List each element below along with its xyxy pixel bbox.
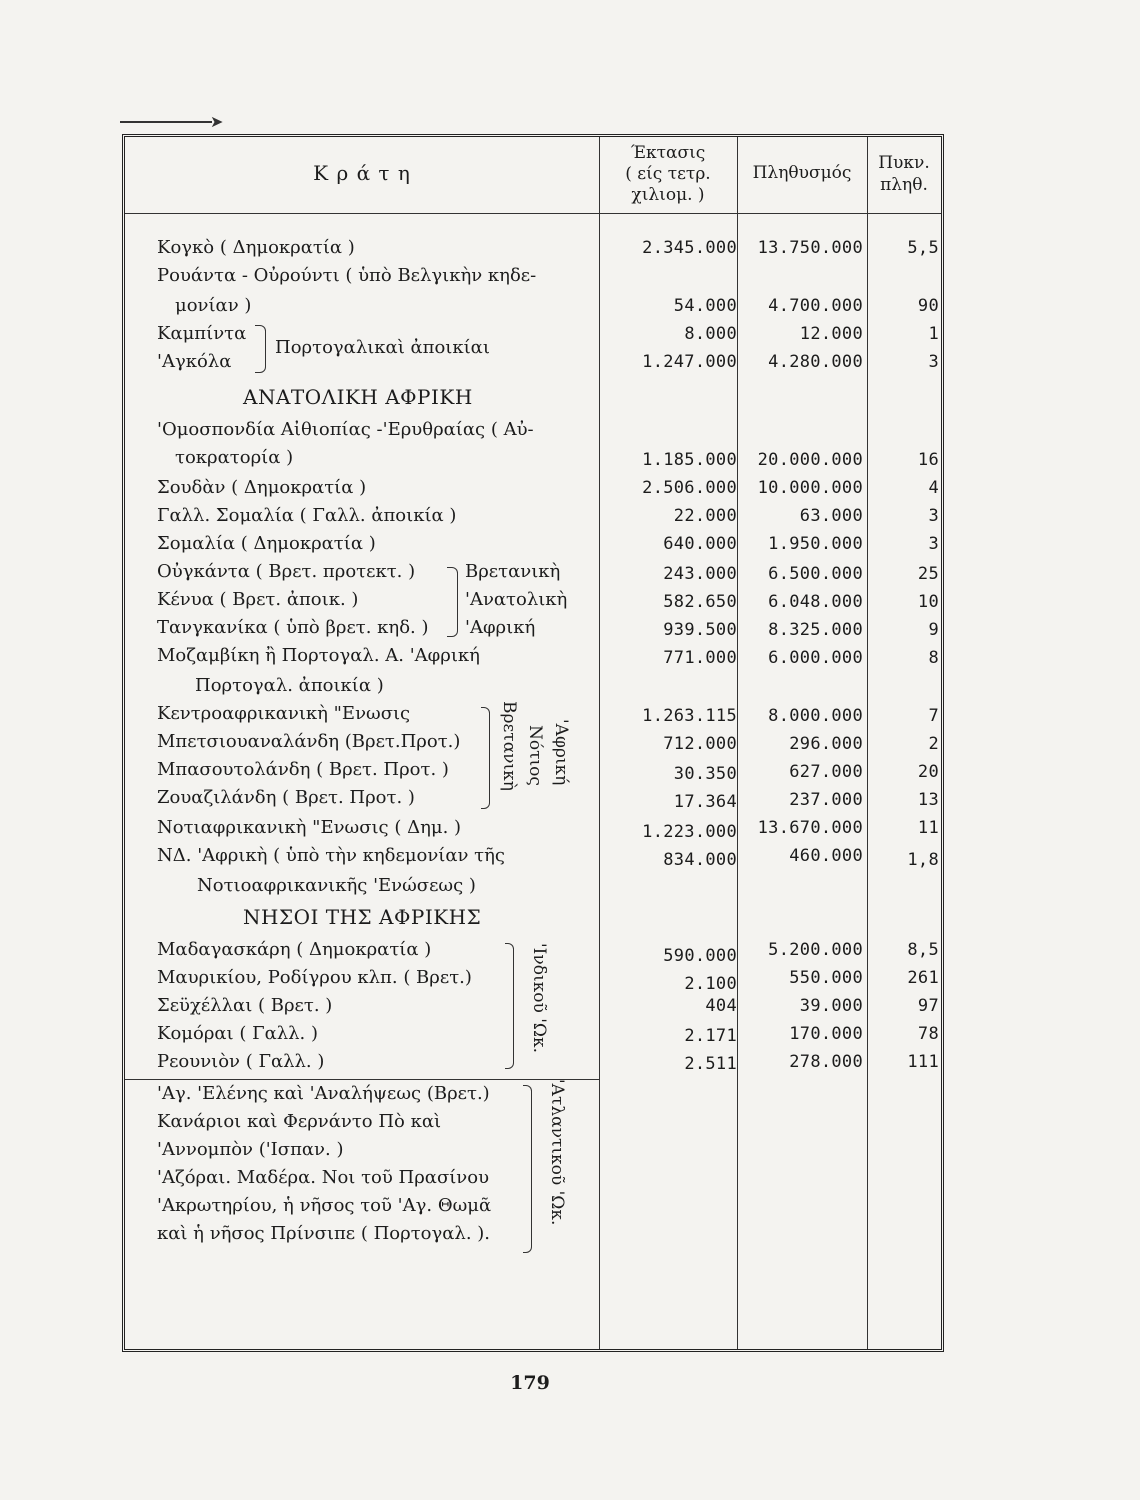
table-row: Ρεουνιὸν ( Γαλλ. ) [157,1051,325,1072]
header-divider [125,213,941,214]
area-value: 22.000 [673,506,737,526]
table-row: 'Αγκόλα [157,351,232,372]
density-value: 3 [928,352,939,372]
population-value: 4.700.000 [768,296,863,316]
area-value: 640.000 [663,534,737,554]
header-density-line2: πληθ. [880,175,928,195]
population-value: 170.000 [789,1024,863,1044]
header-states: Κ ρ ά τ η [313,161,411,185]
table-row: Μαυρικίου, Ροδίγρου κλπ. ( Βρετ.) [157,967,472,988]
density-value: 10 [917,592,939,612]
population-value: 4.280.000 [768,352,863,372]
row-divider [125,1079,599,1080]
population-value: 10.000.000 [757,478,863,498]
area-value: 404 [705,996,737,1016]
area-value: 2.171 [684,1026,737,1046]
section-heading-east-africa: ΑΝΑΤΟΛΙΚΗ ΑΦΡΙΚΗ [243,385,473,409]
population-value: 460.000 [789,846,863,866]
density-value: 90 [917,296,939,316]
table-row: Κογκὸ ( Δημοκρατία ) [157,237,355,258]
area-value: 712.000 [663,734,737,754]
table-row: Κομόραι ( Γαλλ. ) [157,1023,319,1044]
area-value: 1.263.115 [642,706,737,726]
area-value: 834.000 [663,850,737,870]
density-value: 78 [917,1024,939,1044]
area-value: 1.223.000 [642,822,737,842]
arrow-icon: ➤ [120,116,220,128]
group-label-atlantic-ocean: 'Ατλαντικοῦ 'Ωκ. [547,1079,567,1226]
area-value: 2.511 [684,1054,737,1074]
area-value: 771.000 [663,648,737,668]
area-value: 243.000 [663,564,737,584]
population-value: 12.000 [799,324,863,344]
table-row: μονίαν ) [175,295,252,316]
brace [505,943,514,1069]
brace [523,1085,532,1253]
density-value: 2 [928,734,939,754]
area-value: 939.500 [663,620,737,640]
table-row: Τανγκανίκα ( ὑπὸ βρετ. κηδ. ) [157,617,429,638]
table-row: καὶ ἡ νῆσος Πρίνσιπε ( Πορτογαλ. ). [157,1223,491,1244]
density-value: 261 [907,968,939,988]
area-value: 590.000 [663,946,737,966]
population-value: 278.000 [789,1052,863,1072]
table-row: 'Αννομπὸν ('Ισπαν. ) [157,1139,344,1160]
density-value: 1 [928,324,939,344]
header-population: Πληθυσμός [752,163,852,183]
area-value: 54.000 [673,296,737,316]
population-value: 237.000 [789,790,863,810]
density-value: 25 [917,564,939,584]
density-value: 97 [917,996,939,1016]
density-value: 3 [928,534,939,554]
area-value: 30.350 [673,764,737,784]
table-row: τοκρατορία ) [175,447,294,468]
group-label-brit-east: Βρετανικὴ [465,561,561,582]
density-value: 111 [907,1052,939,1072]
population-value: 13.670.000 [757,818,863,838]
table-row: Μπασουτολάνδη ( Βρετ. Προτ. ) [157,759,449,780]
group-label-brit-east: 'Ανατολικὴ [465,589,568,610]
table-row: Μοζαμβίκη ἢ Πορτογαλ. Α. 'Αφρική [157,645,480,666]
group-label-south: Νότιος [525,725,545,786]
table-row: 'Ομοσπονδία Αἰθιοπίας -'Ερυθραίας ( Αὐ- [157,419,534,440]
group-label-brit-east: 'Αφρική [465,617,536,638]
col-divider [737,137,738,1349]
density-value: 8 [928,648,939,668]
table-row: Ρουάντα - Οὐρούντι ( ὑπὸ Βελγικὴν κηδε- [157,265,537,286]
table-row: Κανάριοι καὶ Φερνάντο Πὸ καὶ [157,1111,442,1132]
density-value: 11 [917,818,939,838]
density-value: 3 [928,506,939,526]
header-density-line1: Πυκν. [878,153,930,173]
table-row: Μπετσιουαναλάνδη (Βρετ.Προτ.) [157,731,461,752]
table-row: Σεϋχέλλαι ( Βρετ. ) [157,995,333,1016]
area-value: 2.100 [684,974,737,994]
table-row: Σομαλία ( Δημοκρατία ) [157,533,376,554]
group-label-british: Βρετανικὴ [499,701,519,791]
density-value: 16 [917,450,939,470]
group-label-indian-ocean: 'Ινδικοῦ 'Ωκ. [529,943,549,1054]
area-value: 582.650 [663,592,737,612]
population-value: 6.048.000 [768,592,863,612]
area-value: 2.345.000 [642,238,737,258]
header-area-line3: χιλιομ. ) [631,185,705,205]
population-value: 6.000.000 [768,648,863,668]
brace [447,567,458,637]
population-value: 39.000 [799,996,863,1016]
population-value: 1.950.000 [768,534,863,554]
population-value: 20.000.000 [757,450,863,470]
density-value: 20 [917,762,939,782]
population-value: 63.000 [799,506,863,526]
table-row: 'Αγ. 'Ελένης καὶ 'Αναλήψεως (Βρετ.) [157,1083,490,1104]
population-value: 550.000 [789,968,863,988]
density-value: 1,8 [907,850,939,870]
density-value: 5,5 [907,238,939,258]
table-row: Καμπίντα [157,323,247,344]
density-value: 4 [928,478,939,498]
area-value: 2.506.000 [642,478,737,498]
table-row: Οὐγκάντα ( Βρετ. προτεκτ. ) [157,561,416,582]
density-value: 13 [917,790,939,810]
table-row: Σουδὰν ( Δημοκρατία ) [157,477,367,498]
group-label-portuguese: Πορτογαλικαὶ ἀποικίαι [275,337,490,358]
table-row: Νοτιαφρικανικὴ "Ενωσις ( Δημ. ) [157,817,462,838]
density-value: 8,5 [907,940,939,960]
area-value: 8.000 [684,324,737,344]
table-row: Κένυα ( Βρετ. ἀποικ. ) [157,589,359,610]
brace [255,325,266,373]
population-value: 8.325.000 [768,620,863,640]
page-number: 179 [510,1372,550,1394]
table-frame [122,134,944,1352]
header-area-line2: ( είς τετρ. [625,164,711,184]
section-heading-islands: ΝΗΣΟΙ ΤΗΣ ΑΦΡΙΚΗΣ [243,905,482,929]
population-value: 6.500.000 [768,564,863,584]
header-area-line1: Έκτασις [630,143,706,163]
population-value: 5.200.000 [768,940,863,960]
population-value: 8.000.000 [768,706,863,726]
group-label-africa: 'Αφρική [551,719,571,786]
table-row: Γαλλ. Σομαλία ( Γαλλ. ἀποικία ) [157,505,457,526]
table-row: Πορτογαλ. ἀποικία ) [195,675,384,696]
population-value: 296.000 [789,734,863,754]
density-value: 9 [928,620,939,640]
population-value: 627.000 [789,762,863,782]
population-value: 13.750.000 [757,238,863,258]
area-value: 17.364 [673,792,737,812]
table-row: Κεντροαφρικανικὴ "Ενωσις [157,703,411,724]
table-row: ΝΔ. 'Αφρικὴ ( ὑπὸ τὴν κηδεμονίαν τῆς [157,845,505,866]
area-value: 1.185.000 [642,450,737,470]
brace [481,707,490,809]
table-row: 'Αζόραι. Μαδέρα. Νοι τοῦ Πρασίνου [157,1167,490,1188]
col-divider [867,137,868,1349]
density-value: 7 [928,706,939,726]
table-row: Μαδαγασκάρη ( Δημοκρατία ) [157,939,432,960]
table-row: Ζουαζιλάνδη ( Βρετ. Προτ. ) [157,787,415,808]
table-row: 'Ακρωτηρίου, ἡ νῆσος τοῦ 'Αγ. Θωμᾶ [157,1195,492,1216]
area-value: 1.247.000 [642,352,737,372]
table-row: Νοτιοαφρικανικῆς 'Ενώσεως ) [197,875,476,896]
